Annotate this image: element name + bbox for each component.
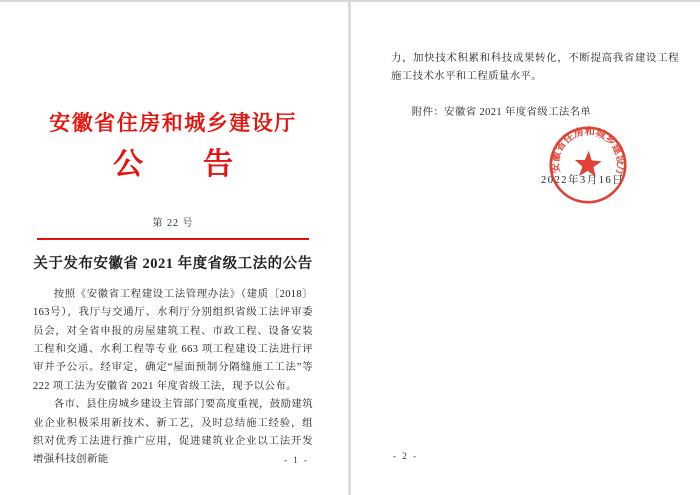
seal-arc-text: 安徽省住房和城乡建设厅 [550, 126, 626, 178]
seal-star-icon [574, 150, 602, 177]
announcement-title: 公 告 [113, 148, 233, 182]
document-page-1 [0, 2, 348, 495]
issuing-agency-title: 安徽省住房和城乡建设厅 [49, 111, 297, 135]
official-seal [534, 111, 641, 218]
red-divider-rule [37, 238, 309, 240]
page-number-1: - 1 - [284, 455, 309, 465]
body-text-page-1 [33, 286, 313, 470]
paragraph-1: 按照《安徽省工程建设工法管理办法》（建质〔2018〕163号），我厅与交通厅、水利厅分别组织省级工法评审委员会，对全省申报的房屋建筑工程、市政工程、设备安装工程和交通、水利工程等专业 663 项工程建设工法进行评审并予公示。经审定，确定“屋面预制分隔缝施工工法”等 222 项工法为安徽省 2021 年度省级工法，现予以公布。 [33, 288, 313, 392]
paragraph-2: 各市、县住房城乡建设主管部门要高度重视，鼓励建筑业企业积极采用新技术、新工艺，及时总结施工经验，组织对优秀工法进行推广应用，促进建筑业企业以工法开发增强科技创新能 [33, 399, 313, 466]
document-number: 第 22 号 [152, 217, 194, 229]
issue-date: 2022年3月16日 [541, 175, 625, 186]
document-page-2 [351, 2, 700, 495]
announcement-subject-heading: 关于发布安徽省 2021 年度省级工法的公告 [33, 255, 313, 272]
page-number-2: - 2 - [393, 451, 418, 461]
attachment-reference-line: 附件：安徽省 2021 年度省级工法名单 [411, 106, 592, 118]
paragraph-2-continuation: 力，加快技术积累和科技成果转化，不断提高我省建设工程施工技术水平和工程质量水平。 [391, 53, 679, 83]
body-text-page-2 [391, 50, 679, 87]
